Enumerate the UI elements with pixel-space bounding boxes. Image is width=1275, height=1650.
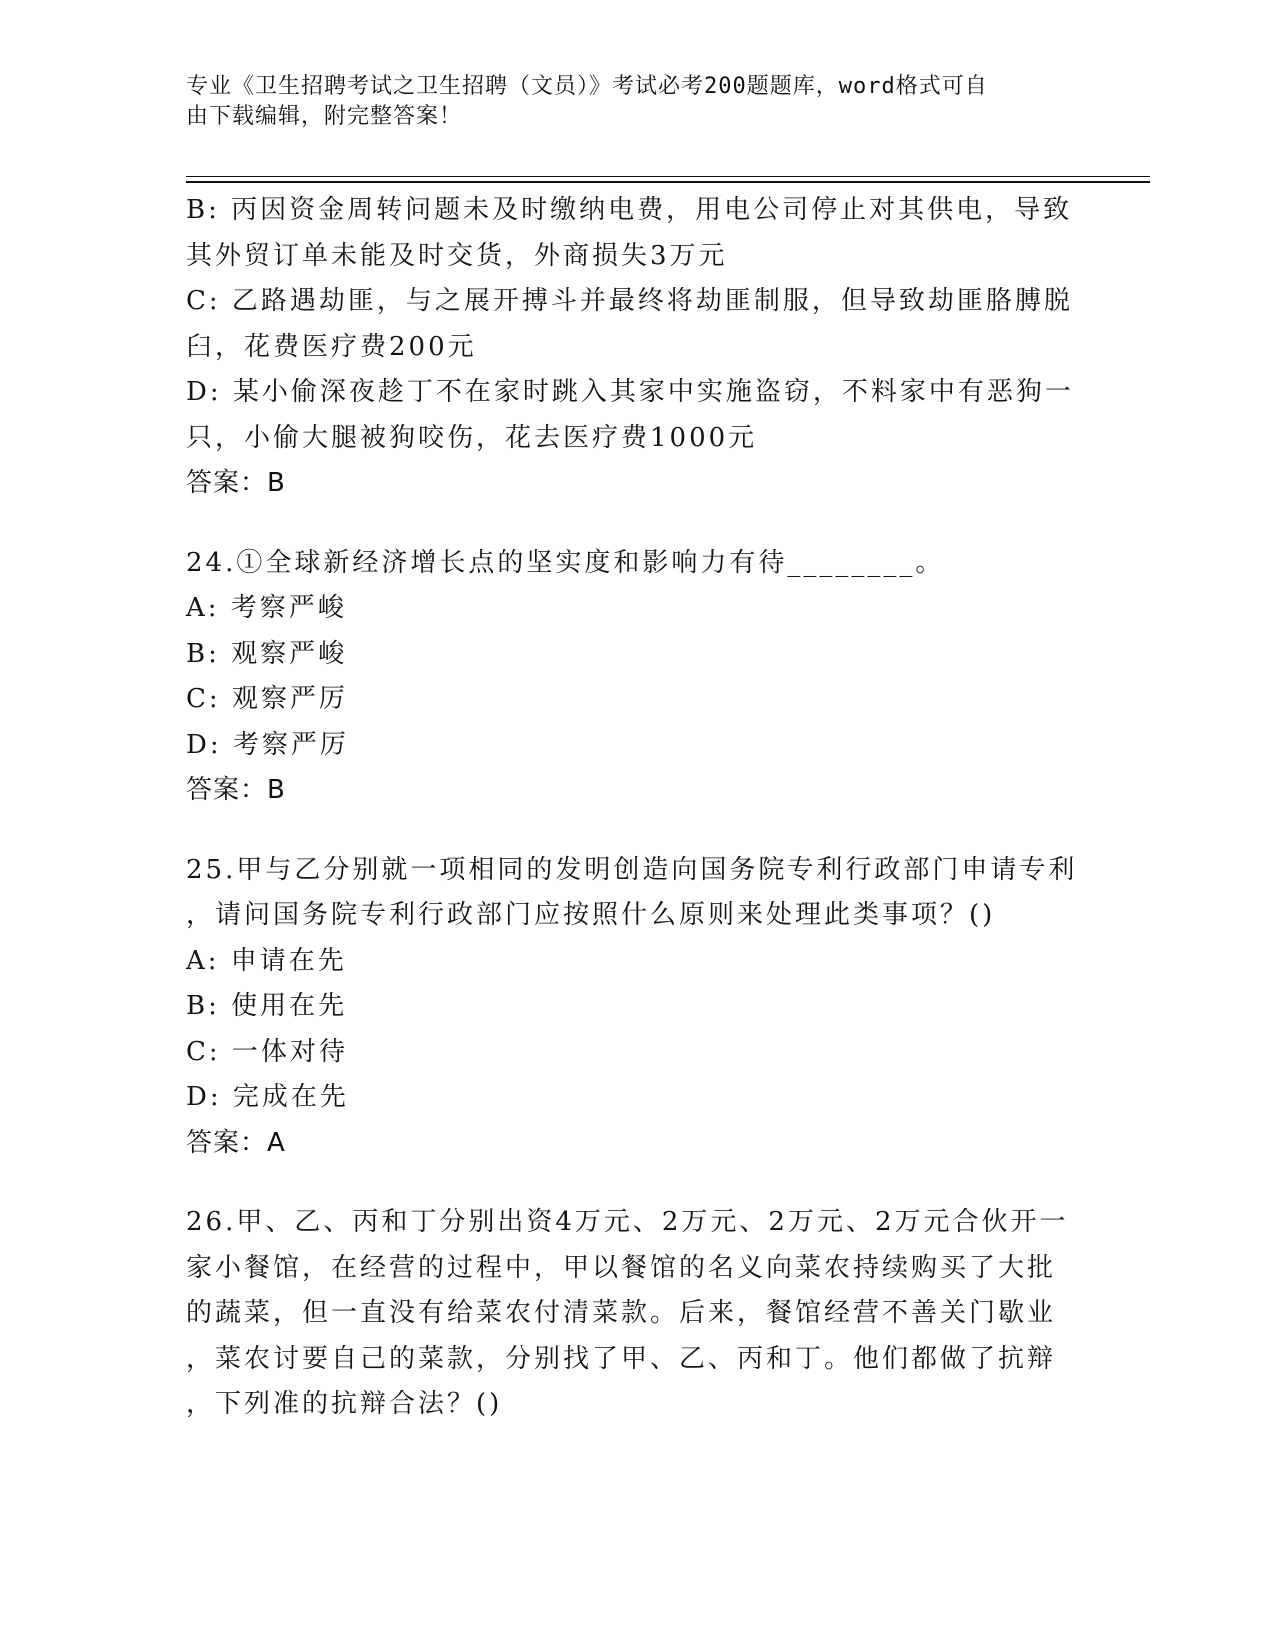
header-divider-thick: [186, 181, 1150, 183]
question-stem-line: ，请问国务院专利行政部门应按照什么原则来处理此类事项？(): [186, 900, 996, 930]
answer-line: 答案：A: [186, 1127, 286, 1158]
option-c: C: 观察严厉: [186, 684, 348, 714]
question-stem-line: 的蔬菜，但一直没有给菜农付清菜款。后来，餐馆经营不善关门歇业: [186, 1298, 1057, 1328]
option-d-line: 只，小偷大腿被狗咬伤，花去医疗费1000元: [186, 422, 758, 453]
question-26: [186, 1200, 1086, 1428]
option-b-line: 其外贸订单未能及时交货，外商损失3万元: [186, 240, 728, 271]
option-b: B: 使用在先: [186, 991, 348, 1021]
header-line: 专业《卫生招聘考试之卫生招聘（文员）》考试必考200题题库，word格式可自: [186, 74, 988, 99]
question-stem: 24.①全球新经济增长点的坚实度和影响力有待________。: [186, 547, 945, 578]
question-stem-line: ，下列准的抗辩合法？(): [186, 1389, 503, 1419]
answer-line: 答案：B: [186, 775, 286, 805]
option-c: C: 一体对待: [186, 1036, 348, 1067]
option-c-line: 臼，花费医疗费200元: [186, 331, 477, 362]
header-divider-thin: [186, 176, 1150, 177]
answer-line: 答案：B: [186, 468, 286, 498]
option-a: A: 申请在先: [186, 945, 347, 976]
option-d: D: 完成在先: [186, 1082, 349, 1112]
question-stem-line: 25.甲与乙分别就一项相同的发明创造向国务院专利行政部门申请专利: [186, 854, 1078, 885]
option-d-line: D: 某小偷深夜趁丁不在家时跳入其家中实施盗窃，不料家中有恶狗一: [186, 377, 1074, 407]
option-a: A: 考察严峻: [186, 593, 347, 623]
option-b: B: 观察严峻: [186, 638, 348, 669]
option-b-line: B: 丙因资金周转问题未及时缴纳电费，用电公司停止对其供电，导致: [186, 195, 1073, 225]
question-24: [186, 541, 1086, 814]
header-line: 由下载编辑，附完整答案！: [186, 104, 463, 129]
question-content: [186, 188, 1086, 1428]
question-25: [186, 848, 1086, 1167]
spacer: [186, 814, 1086, 848]
spacer: [186, 507, 1086, 541]
question-stem-line: 26.甲、乙、丙和丁分别出资4万元、2万元、2万元、2万元合伙开一: [186, 1207, 1069, 1237]
option-c-line: C: 乙路遇劫匪，与之展开搏斗并最终将劫匪制服，但导致劫匪胳膊脱: [186, 286, 1073, 316]
question-stem-line: 家小餐馆，在经营的过程中，甲以餐馆的名义向菜农持续购买了大批: [186, 1252, 1057, 1283]
document-header: [186, 72, 1076, 132]
option-d: D: 考察严厉: [186, 729, 349, 760]
question-23-continued: [186, 188, 1086, 507]
spacer: [186, 1166, 1086, 1200]
question-stem-line: ，菜农讨要自己的菜款，分别找了甲、乙、丙和丁。他们都做了抗辩: [186, 1343, 1057, 1374]
